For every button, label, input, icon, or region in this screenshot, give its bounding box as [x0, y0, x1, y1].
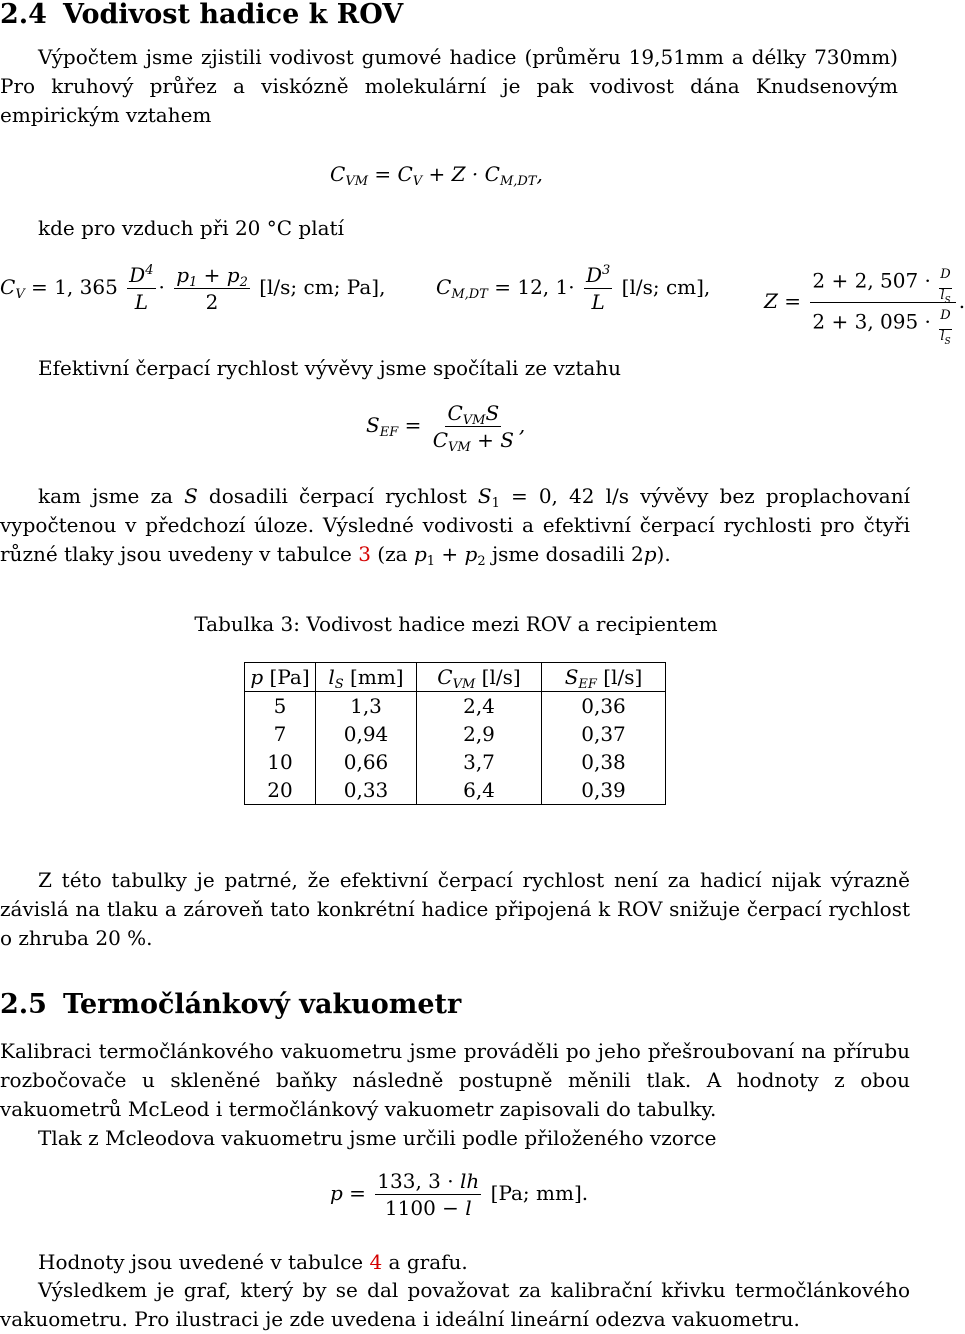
formula-z: Z = 2 + 2, 507 · $\frac{D}{l_S}$ 2 + 3, 095 · $\frac{D}{l_S}$ .	[764, 262, 965, 343]
cell: 0,94	[316, 720, 417, 748]
cell: 0,36	[542, 692, 666, 721]
table-row	[245, 748, 666, 776]
cell: 20	[245, 776, 316, 805]
cell: 0,38	[542, 748, 666, 776]
table-caption: Tabulka 3: Vodivost hadice mezi ROV a recipientem	[194, 612, 718, 636]
paragraph-z-tabulky: Z této tabulky je patrné, že efektivní čerpací rychlost není za hadicí nijak výrazně závislá na tlaku a zároveň tato konkrétní hadice připojená k ROV snižuje čerpací rychlost o zhruba 20 %.	[0, 868, 910, 950]
formula-cmdt: $C_{M,DT} = 12$, 1· $\frac{D^3}{L}$ [l/s; cm],	[436, 263, 711, 314]
header-sef: $S_{EF}$ [l/s]	[542, 663, 666, 692]
cell: 10	[245, 748, 316, 776]
section-heading-2-5	[0, 990, 461, 1020]
cell: 6,4	[417, 776, 542, 805]
cell: 5	[245, 692, 316, 721]
table-ref-4[interactable]: 4	[369, 1250, 383, 1274]
table-row	[245, 720, 666, 748]
paragraph-kalibrace: Kalibraci termočlánkového vakuometru jsme prováděli po jeho přešroubovaní na přírubu rozbočovače u skleněné baňky následně postupně měnili tlak. A hodnoty z obou vakuometrů McLeod i termočlánkový vakuometr zapisovali do tabulky.	[0, 1039, 910, 1121]
paragraph-vysledkem: Výsledkem je graf, který by se dal považovat za kalibrační křivku termočlánkového vakuometru. Pro ilustraci je zde uvedena i ideální lineární odezva vakuometru.	[0, 1278, 910, 1331]
formula-cv: $C_V = 1$, 365 $\frac{D^4}{L}$ · $\frac{p_1 + p_2}{2}$ [l/s; cm; Pa],	[0, 263, 386, 314]
cell: 0,39	[542, 776, 666, 805]
cell: 7	[245, 720, 316, 748]
header-p: p [Pa]	[245, 663, 316, 692]
cell: 1,3	[316, 692, 417, 721]
formula-p: p = $\frac{133, 3 \cdot lh}{1100 - l}$ [Pa; mm].	[330, 1169, 589, 1220]
text-kde: kde pro vzduch při 20 °C platí	[38, 216, 344, 240]
cell: 2,4	[417, 692, 542, 721]
cell: 3,7	[417, 748, 542, 776]
section-title: Vodivost hadice k ROV	[62, 0, 404, 30]
paragraph-kam: kam jsme za S dosadili čerpací rychlost $S_1 = 0$, 42 l/s vývěvy bez proplachovaní vypočtenou v předchozí úloze. Výsledné vodivosti a efektivní čerpací rychlosti pro čtyři různé tlaky jsou uvedeny v tabulce 3 (za $p_1 + p_2$ jsme dosadili 2p).	[0, 484, 910, 569]
section-number: 2.4	[0, 0, 47, 30]
section-title: Termočlánkový vakuometr	[62, 989, 462, 1020]
text-ef: Efektivní čerpací rychlost vývěvy jsme spočítali ze vztahu	[38, 356, 622, 380]
header-cvm: $C_{VM}$ [l/s]	[417, 663, 542, 692]
equation-cvm: $C_{VM} = C_V + Z \cdot C_{M,DT}$,	[330, 162, 543, 189]
data-table	[244, 662, 666, 805]
cell: 0,37	[542, 720, 666, 748]
formula-sef: $S_{EF}$ = $\frac{C_{VM}S}{C_{VM} + S}$ ,	[366, 401, 526, 455]
header-ls: $l_S$ [mm]	[316, 663, 417, 692]
intro-paragraph: Výpočtem jsme zjistili vodivost gumové hadice (průměru 19,51mm a délky 730mm) Pro kruhový průřez a viskózně molekulární je pak vodivost dána Knudsenovým empirickým vztahem	[0, 45, 898, 127]
cell: 2,9	[417, 720, 542, 748]
cell: 0,33	[316, 776, 417, 805]
paragraph-tlak: Tlak z Mcleodova vakuometru jsme určili podle přiloženého vzorce	[38, 1126, 717, 1150]
table-ref-3[interactable]: 3	[358, 542, 371, 566]
paragraph-hodnoty: Hodnoty jsou uvedené v tabulce 4 a grafu.	[38, 1250, 468, 1274]
formula-row	[0, 258, 965, 347]
section-number: 2.5	[0, 989, 47, 1020]
cell: 0,66	[316, 748, 417, 776]
table-header-row	[245, 663, 666, 692]
table-row	[245, 692, 666, 721]
table-row	[245, 776, 666, 805]
section-heading-2-4	[0, 0, 403, 30]
